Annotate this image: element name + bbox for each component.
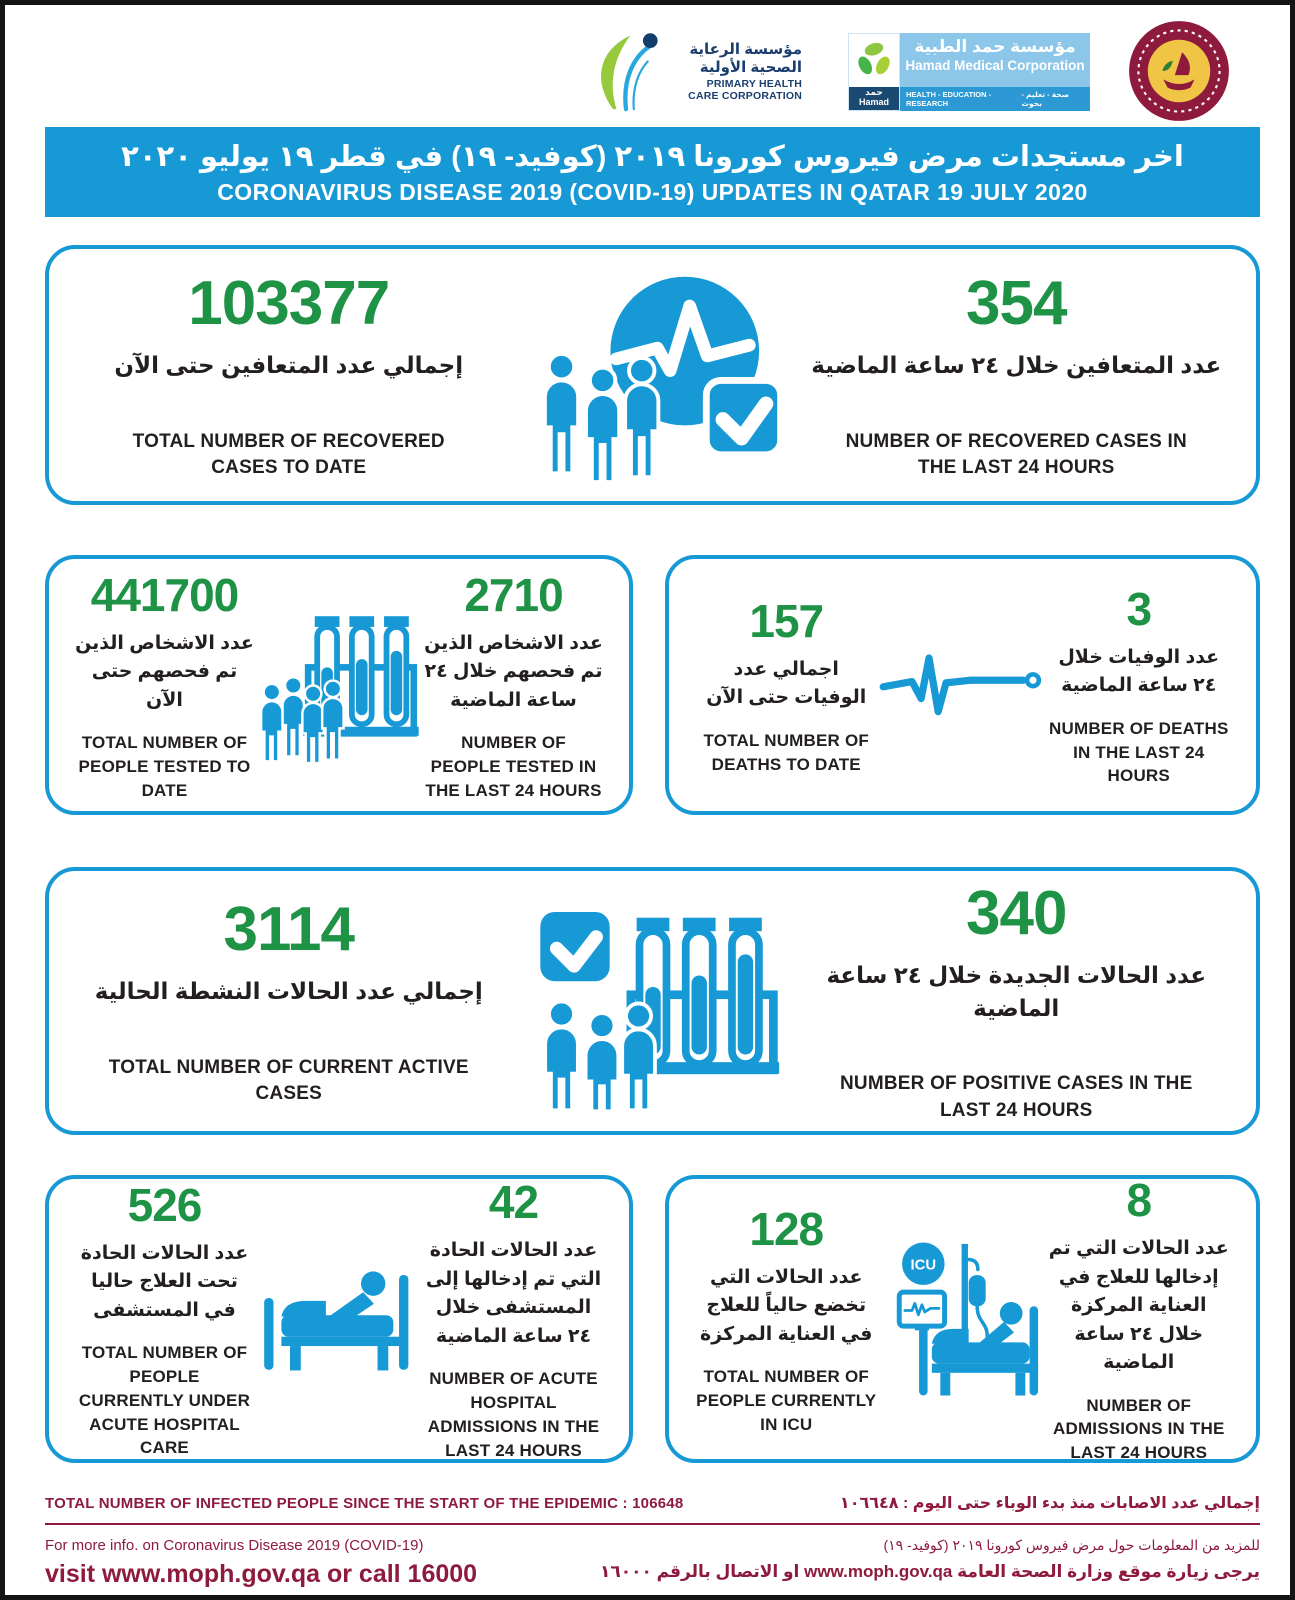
hmc-badge-arabic: حمد bbox=[865, 87, 883, 98]
card-recovered bbox=[45, 245, 1260, 505]
footer-total-infected bbox=[45, 1493, 1260, 1513]
hmc-name-english: Hamad Medical Corporation bbox=[905, 58, 1085, 73]
acute-24h-label-en: NUMBER OF ACUTE HOSPITAL ADMISSIONS IN THE LAST 24 HOURS bbox=[427, 1369, 600, 1460]
card-icu bbox=[665, 1175, 1260, 1463]
hmc-tagline-arabic: صحة - تعليم - بحوث bbox=[1021, 90, 1069, 108]
footer-total-infected-en: TOTAL NUMBER OF INFECTED PEOPLE SINCE THE START OF THE EPIDEMIC : 106648 bbox=[45, 1495, 684, 1512]
icu-24h-value: 8 bbox=[1126, 1174, 1152, 1227]
footer-visit-ar: يرجى زيارة موقع وزارة الصحة العامة www.moph.gov.qa او الاتصال بالرقم ١٦٠٠٠ bbox=[599, 1562, 1260, 1581]
recovered-24h-label-en: NUMBER OF RECOVERED CASES IN THE LAST 24 HOURS bbox=[845, 430, 1187, 479]
tested-24h-label-en: NUMBER OF PEOPLE TESTED IN THE LAST 24 HOURS bbox=[425, 733, 602, 800]
icu-bed-monitor-icon bbox=[878, 1230, 1048, 1408]
acute-24h-value: 42 bbox=[488, 1176, 539, 1229]
icu-total-value: 128 bbox=[749, 1202, 824, 1255]
icu-circle-label: ICU bbox=[910, 1257, 936, 1274]
tested-24h-value: 2710 bbox=[464, 568, 563, 621]
tested-total-label-en: TOTAL NUMBER OF PEOPLE TESTED TO DATE bbox=[78, 733, 251, 800]
tested-total-value: 441700 bbox=[90, 568, 239, 621]
active-total-label-ar: إجمالي عدد الحالات النشطة الحالية bbox=[94, 978, 483, 1005]
phcc-name-arabic: مؤسسة الرعاية الصحية الأولية bbox=[689, 41, 802, 76]
moph-emblem bbox=[1127, 19, 1231, 123]
recovered-total-value: 103377 bbox=[188, 269, 390, 339]
stat-positive-24h bbox=[803, 878, 1231, 1125]
acute-24h-label-ar: عدد الحالات الحادة التي تم إدخالها إلى المستشفى خلال ٢٤ ساعة الماضية bbox=[425, 1240, 602, 1347]
recovered-total-label-ar: إجمالي عدد المتعافين حتى الآن bbox=[114, 352, 464, 379]
stat-tested-total bbox=[75, 568, 254, 803]
deaths-24h-label-ar: عدد الوفيات خلال ٢٤ ساعة الماضية bbox=[1058, 646, 1220, 697]
stat-recovered-24h bbox=[803, 268, 1231, 482]
page-title-english: CORONAVIRUS DISEASE 2019 (COVID-19) UPDATES IN QATAR 19 JULY 2020 bbox=[217, 178, 1088, 205]
active-total-value: 3114 bbox=[223, 895, 354, 965]
stat-deaths-24h bbox=[1048, 582, 1231, 788]
stat-icu-total bbox=[695, 1202, 878, 1437]
hmc-name-arabic: مؤسسة حمد الطبية bbox=[914, 37, 1076, 56]
stat-acute-total bbox=[75, 1178, 254, 1460]
recovered-pulse-check-icon bbox=[503, 263, 803, 488]
card-active bbox=[45, 867, 1260, 1135]
acute-total-label-ar: عدد الحالات الحادة تحت العلاج حاليا في المستشفى bbox=[80, 1242, 249, 1321]
footer-more-info bbox=[45, 1537, 1260, 1589]
deaths-24h-value: 3 bbox=[1126, 582, 1152, 635]
title-bar bbox=[45, 127, 1260, 217]
tested-people-tubes-icon bbox=[254, 593, 424, 778]
footer-total-infected-ar: إجمالي عدد الاصابات منذ بدء الوباء حتى اليوم : ١٠٦٦٤٨ bbox=[839, 1495, 1260, 1512]
positive-24h-label-ar: عدد الحالات الجديدة خلال ٢٤ ساعة الماضية bbox=[826, 961, 1207, 1021]
hmc-leaves-icon bbox=[849, 34, 899, 87]
stat-recovered-total bbox=[75, 268, 503, 482]
stat-acute-24h bbox=[424, 1175, 603, 1462]
deaths-24h-label-en: NUMBER OF DEATHS IN THE LAST 24 HOURS bbox=[1049, 718, 1229, 786]
card-tested bbox=[45, 555, 633, 815]
page-title-arabic: اخر مستجدات مرض فيروس كورونا ٢٠١٩ (كوفيد- ١٩) في قطر ١٩ يوليو ٢٠٢٠ bbox=[121, 140, 1184, 173]
hospital-bed-icon bbox=[254, 1252, 424, 1387]
phcc-logo-mark bbox=[587, 25, 665, 117]
icu-total-label-ar: عدد الحالات التي تخضع حالياً للعلاج في العناية المركزة bbox=[700, 1266, 873, 1345]
acute-total-value: 526 bbox=[127, 1178, 202, 1231]
deaths-total-label-en: TOTAL NUMBER OF DEATHS TO DATE bbox=[703, 730, 869, 774]
recovered-24h-value: 354 bbox=[966, 269, 1067, 339]
recovered-24h-label-ar: عدد المتعافين خلال ٢٤ ساعة الماضية bbox=[811, 352, 1222, 379]
deaths-flatline-icon bbox=[878, 638, 1048, 733]
stat-active-total bbox=[75, 894, 503, 1108]
tested-total-label-ar: عدد الاشخاص الذين تم فحصهم حتى الآن bbox=[75, 632, 254, 711]
card-hospital bbox=[45, 1175, 633, 1463]
hmc-logo bbox=[848, 33, 1090, 111]
card-deaths bbox=[665, 555, 1260, 815]
footer-visit-en: visit www.moph.gov.qa or call 16000 bbox=[45, 1560, 478, 1588]
active-check-tubes-people-icon bbox=[503, 889, 803, 1114]
icu-24h-label-en: NUMBER OF ADMISSIONS IN THE LAST 24 HOURS bbox=[1052, 1395, 1225, 1463]
hmc-tagline-english: HEALTH - EDUCATION - RESEARCH bbox=[906, 90, 992, 108]
phcc-logo bbox=[587, 23, 802, 119]
deaths-total-value: 157 bbox=[749, 594, 824, 647]
stat-tested-24h bbox=[424, 568, 603, 803]
footer-info-ar: للمزيد من المعلومات حول مرض فيروس كورونا ٢٠١٩ (كوفيد- ١٩) bbox=[883, 1537, 1260, 1553]
hmc-badge-english: Hamad bbox=[858, 97, 889, 108]
active-total-label-en: TOTAL NUMBER OF CURRENT ACTIVE CASES bbox=[108, 1056, 469, 1105]
stat-deaths-total bbox=[695, 594, 878, 777]
tested-24h-label-ar: عدد الاشخاص الذين تم فحصهم خلال ٢٤ ساعة الماضية bbox=[424, 632, 603, 711]
icu-24h-label-ar: عدد الحالات التي تم إدخالها للعلاج في العناية المركزة خلال ٢٤ ساعة الماضية bbox=[1048, 1238, 1229, 1374]
deaths-total-label-ar: اجمالي عدد الوفيات حتى الآن bbox=[706, 658, 867, 709]
stat-icu-24h bbox=[1048, 1173, 1231, 1465]
footer-info-en: For more info. on Coronavirus Disease 2019 (COVID-19) bbox=[45, 1537, 424, 1554]
recovered-total-label-en: TOTAL NUMBER OF RECOVERED CASES TO DATE bbox=[132, 430, 445, 479]
positive-24h-label-en: NUMBER OF POSITIVE CASES IN THE LAST 24 HOURS bbox=[840, 1073, 1193, 1121]
icu-total-label-en: TOTAL NUMBER OF PEOPLE CURRENTLY IN ICU bbox=[696, 1367, 877, 1434]
acute-total-label-en: TOTAL NUMBER OF PEOPLE CURRENTLY UNDER ACUTE HOSPITAL CARE bbox=[78, 1343, 251, 1458]
positive-24h-value: 340 bbox=[966, 878, 1067, 948]
phcc-name-english: PRIMARY HEALTH CARE CORPORATION bbox=[688, 78, 802, 102]
footer-divider bbox=[45, 1523, 1260, 1525]
